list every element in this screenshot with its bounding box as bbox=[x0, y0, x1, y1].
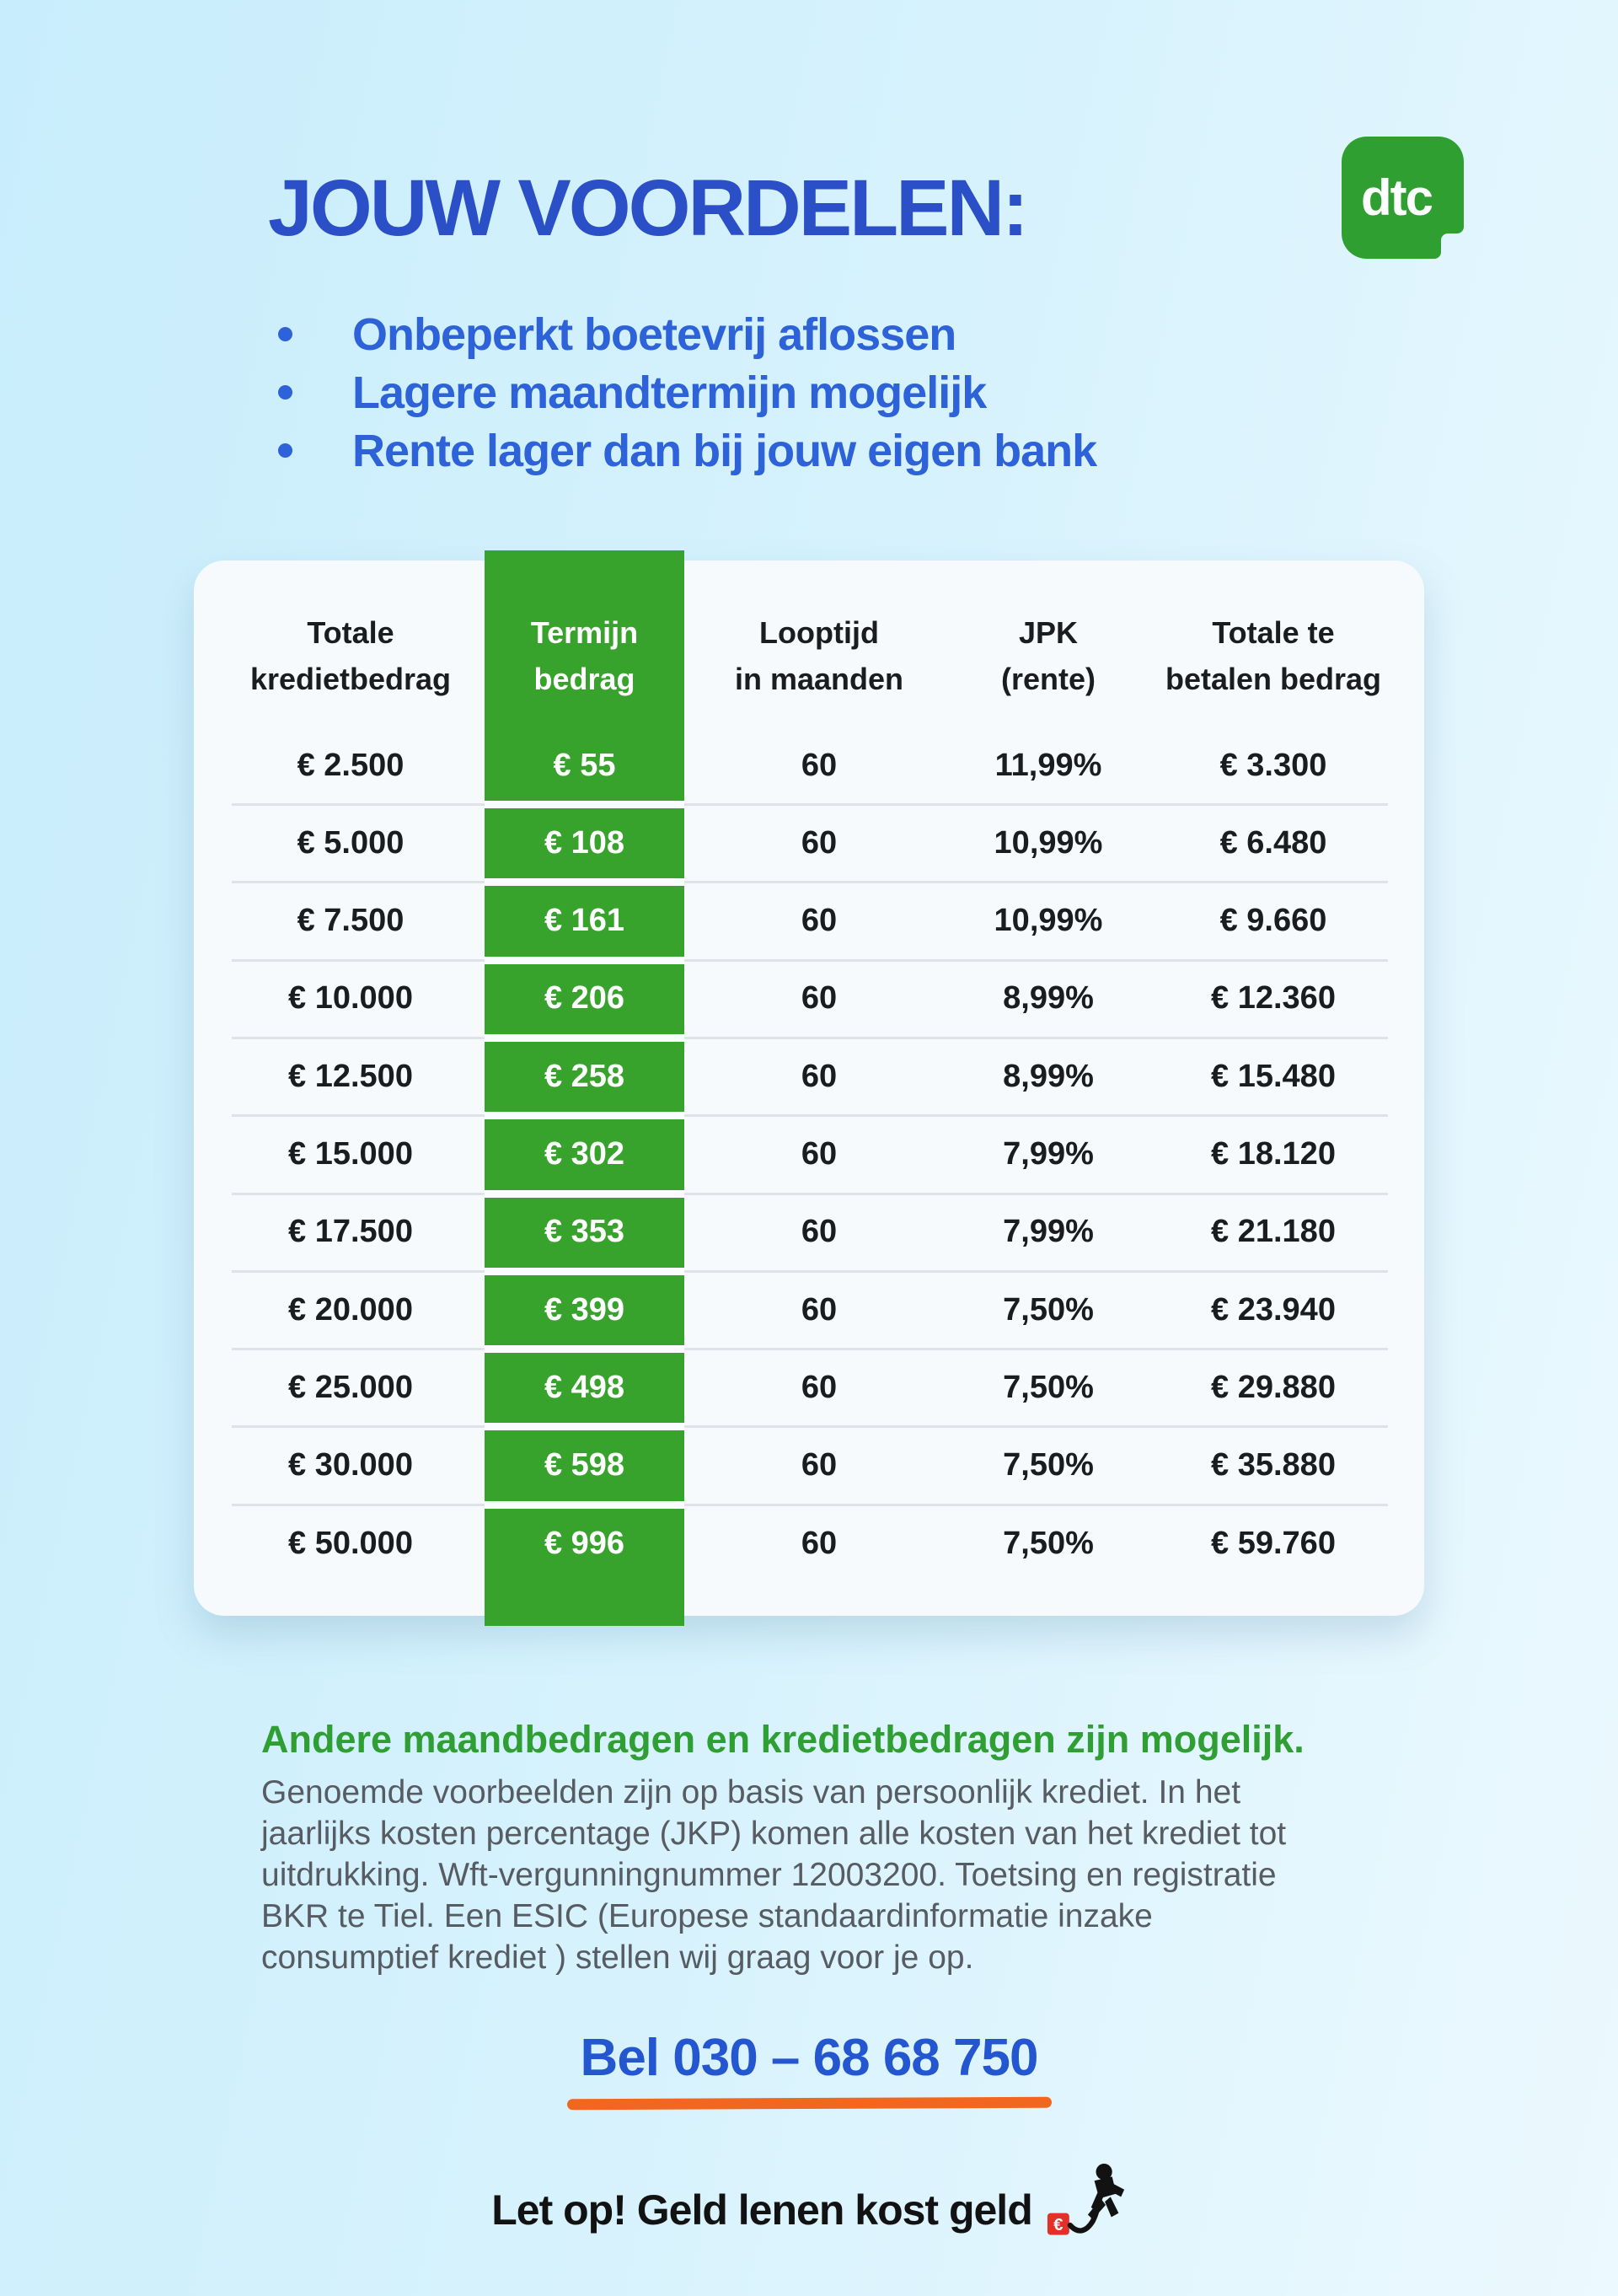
table-cell: 7,99% bbox=[1003, 1214, 1094, 1250]
table-cell: € 50.000 bbox=[288, 1525, 413, 1561]
row-divider bbox=[684, 1114, 1388, 1117]
table-cell: 7,99% bbox=[1003, 1136, 1094, 1172]
table-cell: € 5.000 bbox=[297, 824, 404, 861]
row-gap bbox=[485, 1190, 684, 1198]
row-divider bbox=[684, 881, 1388, 883]
row-divider bbox=[232, 1114, 485, 1117]
row-gap bbox=[485, 1112, 684, 1119]
column-header-totale-te-betalen: Totale te betalen bedrag bbox=[1165, 615, 1382, 696]
table-cell: € 15.000 bbox=[288, 1136, 413, 1172]
table-cell: € 399 bbox=[544, 1291, 625, 1328]
dtc-logo bbox=[1342, 137, 1464, 259]
table-cell: € 6.480 bbox=[1219, 824, 1327, 861]
table-cell: € 18.120 bbox=[1211, 1136, 1336, 1172]
table-cell: € 10.000 bbox=[288, 980, 413, 1017]
bullet-dot-icon bbox=[278, 327, 292, 341]
row-divider bbox=[232, 881, 485, 883]
table-cell: € 15.480 bbox=[1211, 1058, 1336, 1094]
table-cell: € 7.500 bbox=[297, 903, 404, 939]
table-row bbox=[194, 1038, 1424, 1115]
row-divider bbox=[232, 803, 485, 806]
table-cell: 10,99% bbox=[994, 903, 1103, 939]
table-cell: € 498 bbox=[544, 1369, 625, 1405]
row-gap bbox=[485, 878, 684, 886]
row-divider bbox=[232, 1270, 485, 1273]
row-divider bbox=[232, 1037, 485, 1039]
row-gap bbox=[485, 801, 684, 808]
table-row bbox=[194, 1271, 1424, 1349]
bullet-dot-icon bbox=[278, 385, 292, 400]
table-cell: 60 bbox=[801, 1447, 838, 1483]
table-cell: € 25.000 bbox=[288, 1369, 413, 1405]
benefit-text: Onbeperkt boetevrij aflossen bbox=[352, 308, 956, 360]
column-header-termijnbedrag: Termijn bedrag bbox=[530, 615, 639, 696]
bullet-dot-icon bbox=[278, 443, 292, 458]
table-cell: 60 bbox=[801, 1058, 838, 1094]
table-cell: € 29.880 bbox=[1211, 1369, 1336, 1405]
table-cell: 7,50% bbox=[1003, 1369, 1094, 1405]
phone-number: Bel 030 – 68 68 750 bbox=[580, 2029, 1038, 2087]
benefits-list bbox=[278, 305, 1096, 480]
row-divider bbox=[232, 959, 485, 962]
list-item bbox=[278, 363, 1096, 421]
row-divider bbox=[232, 1193, 485, 1195]
footer-heading: Andere maandbedragen en kredietbedragen zijn mogelijk. bbox=[261, 1718, 1305, 1761]
table-cell: € 161 bbox=[544, 903, 625, 939]
row-gap bbox=[485, 1501, 684, 1509]
table-cell: 8,99% bbox=[1003, 1058, 1094, 1094]
table-cell: 60 bbox=[801, 980, 838, 1017]
table-cell: 8,99% bbox=[1003, 980, 1094, 1017]
disclaimer-line: Genoemde voorbeelden zijn op basis van persoonlijk krediet. In het bbox=[261, 1774, 1241, 1811]
row-divider bbox=[232, 1348, 485, 1350]
table-cell: 60 bbox=[801, 1214, 838, 1250]
table-row bbox=[194, 960, 1424, 1038]
row-divider bbox=[684, 959, 1388, 962]
table-cell: € 17.500 bbox=[288, 1214, 413, 1250]
column-header-looptijd: Looptijd in maanden bbox=[734, 615, 904, 696]
table-cell: 60 bbox=[801, 747, 838, 783]
row-gap bbox=[485, 1423, 684, 1430]
row-divider bbox=[232, 1425, 485, 1428]
row-divider bbox=[684, 1193, 1388, 1195]
table-cell: € 12.360 bbox=[1211, 980, 1336, 1017]
dtc-logo-text: dtc bbox=[1361, 169, 1432, 226]
table-cell: 60 bbox=[801, 1525, 838, 1561]
table-row bbox=[194, 1116, 1424, 1194]
table-cell: € 996 bbox=[544, 1525, 625, 1561]
table-cell: 60 bbox=[801, 1369, 838, 1405]
disclaimer-paragraph bbox=[261, 1772, 1286, 1978]
table-cell: € 20.000 bbox=[288, 1291, 413, 1328]
table-row bbox=[194, 804, 1424, 882]
row-gap bbox=[485, 1268, 684, 1275]
table-cell: 60 bbox=[801, 1291, 838, 1328]
table-cell: € 206 bbox=[544, 980, 625, 1017]
disclaimer-line: consumptief krediet ) stellen wij graag voor je op. bbox=[261, 1939, 974, 1976]
row-gap bbox=[485, 957, 684, 964]
table-cell: € 35.880 bbox=[1211, 1447, 1336, 1483]
row-divider bbox=[684, 1348, 1388, 1350]
table-cell: € 9.660 bbox=[1219, 903, 1327, 939]
table-row bbox=[194, 1427, 1424, 1505]
table-cell: € 12.500 bbox=[288, 1058, 413, 1094]
row-divider bbox=[684, 803, 1388, 806]
row-divider bbox=[684, 1425, 1388, 1428]
table-row bbox=[194, 1505, 1424, 1582]
row-gap bbox=[485, 1345, 684, 1353]
svg-text:€: € bbox=[1053, 2215, 1063, 2234]
table-cell: € 108 bbox=[544, 824, 625, 861]
benefit-text: Lagere maandtermijn mogelijk bbox=[352, 367, 987, 418]
table-row bbox=[194, 1349, 1424, 1426]
table-cell: 60 bbox=[801, 903, 838, 939]
table-cell: 11,99% bbox=[994, 747, 1102, 783]
table-cell: 7,50% bbox=[1003, 1525, 1094, 1561]
row-divider bbox=[684, 1037, 1388, 1039]
loan-warning bbox=[0, 2168, 1618, 2252]
disclaimer-line: uitdrukking. Wft-vergunningnummer 12003200. Toetsing en registratie bbox=[261, 1857, 1277, 1893]
list-item bbox=[278, 305, 1096, 363]
table-cell: 60 bbox=[801, 824, 838, 861]
table-cell: € 2.500 bbox=[297, 747, 404, 783]
disclaimer-line: BKR te Tiel. Een ESIC (Europese standaardinformatie inzake bbox=[261, 1898, 1153, 1934]
row-gap bbox=[485, 1034, 684, 1042]
table-cell: € 30.000 bbox=[288, 1447, 413, 1483]
table-row bbox=[194, 1194, 1424, 1271]
phone-underline-stroke bbox=[567, 2097, 1052, 2111]
table-cell: € 59.760 bbox=[1211, 1525, 1336, 1561]
loan-warning-text: Let op! Geld lenen kost geld bbox=[491, 2186, 1032, 2234]
column-header-jkp: JPK (rente) bbox=[1000, 615, 1096, 696]
table-cell: 7,50% bbox=[1003, 1291, 1094, 1328]
table-cell: € 258 bbox=[544, 1058, 625, 1094]
benefit-text: Rente lager dan bij jouw eigen bank bbox=[352, 425, 1097, 476]
table-cell: € 21.180 bbox=[1211, 1214, 1336, 1250]
table-row bbox=[194, 882, 1424, 960]
table-cell: € 23.940 bbox=[1211, 1291, 1336, 1328]
table-cell: € 302 bbox=[544, 1136, 625, 1172]
table-cell: 10,99% bbox=[994, 824, 1103, 861]
row-divider bbox=[232, 1504, 485, 1506]
list-item bbox=[278, 421, 1096, 480]
page-title: JOUW VOORDELEN: bbox=[268, 164, 1026, 253]
table-cell: 60 bbox=[801, 1136, 838, 1172]
table-cell: € 55 bbox=[553, 747, 616, 783]
rates-table-card bbox=[194, 561, 1424, 1616]
disclaimer-line: jaarlijks kosten percentage (JKP) komen alle kosten van het krediet tot bbox=[261, 1816, 1287, 1852]
table-row bbox=[194, 727, 1424, 804]
row-divider bbox=[684, 1270, 1388, 1273]
geld-lenen-kost-geld-icon bbox=[1046, 2163, 1127, 2248]
column-header-kredietbedrag: Totale kredietbedrag bbox=[249, 615, 452, 696]
table-cell: € 598 bbox=[544, 1447, 625, 1483]
table-cell: 7,50% bbox=[1003, 1447, 1094, 1483]
row-divider bbox=[684, 1504, 1388, 1506]
table-cell: € 3.300 bbox=[1219, 747, 1327, 783]
table-cell: € 353 bbox=[544, 1214, 625, 1250]
